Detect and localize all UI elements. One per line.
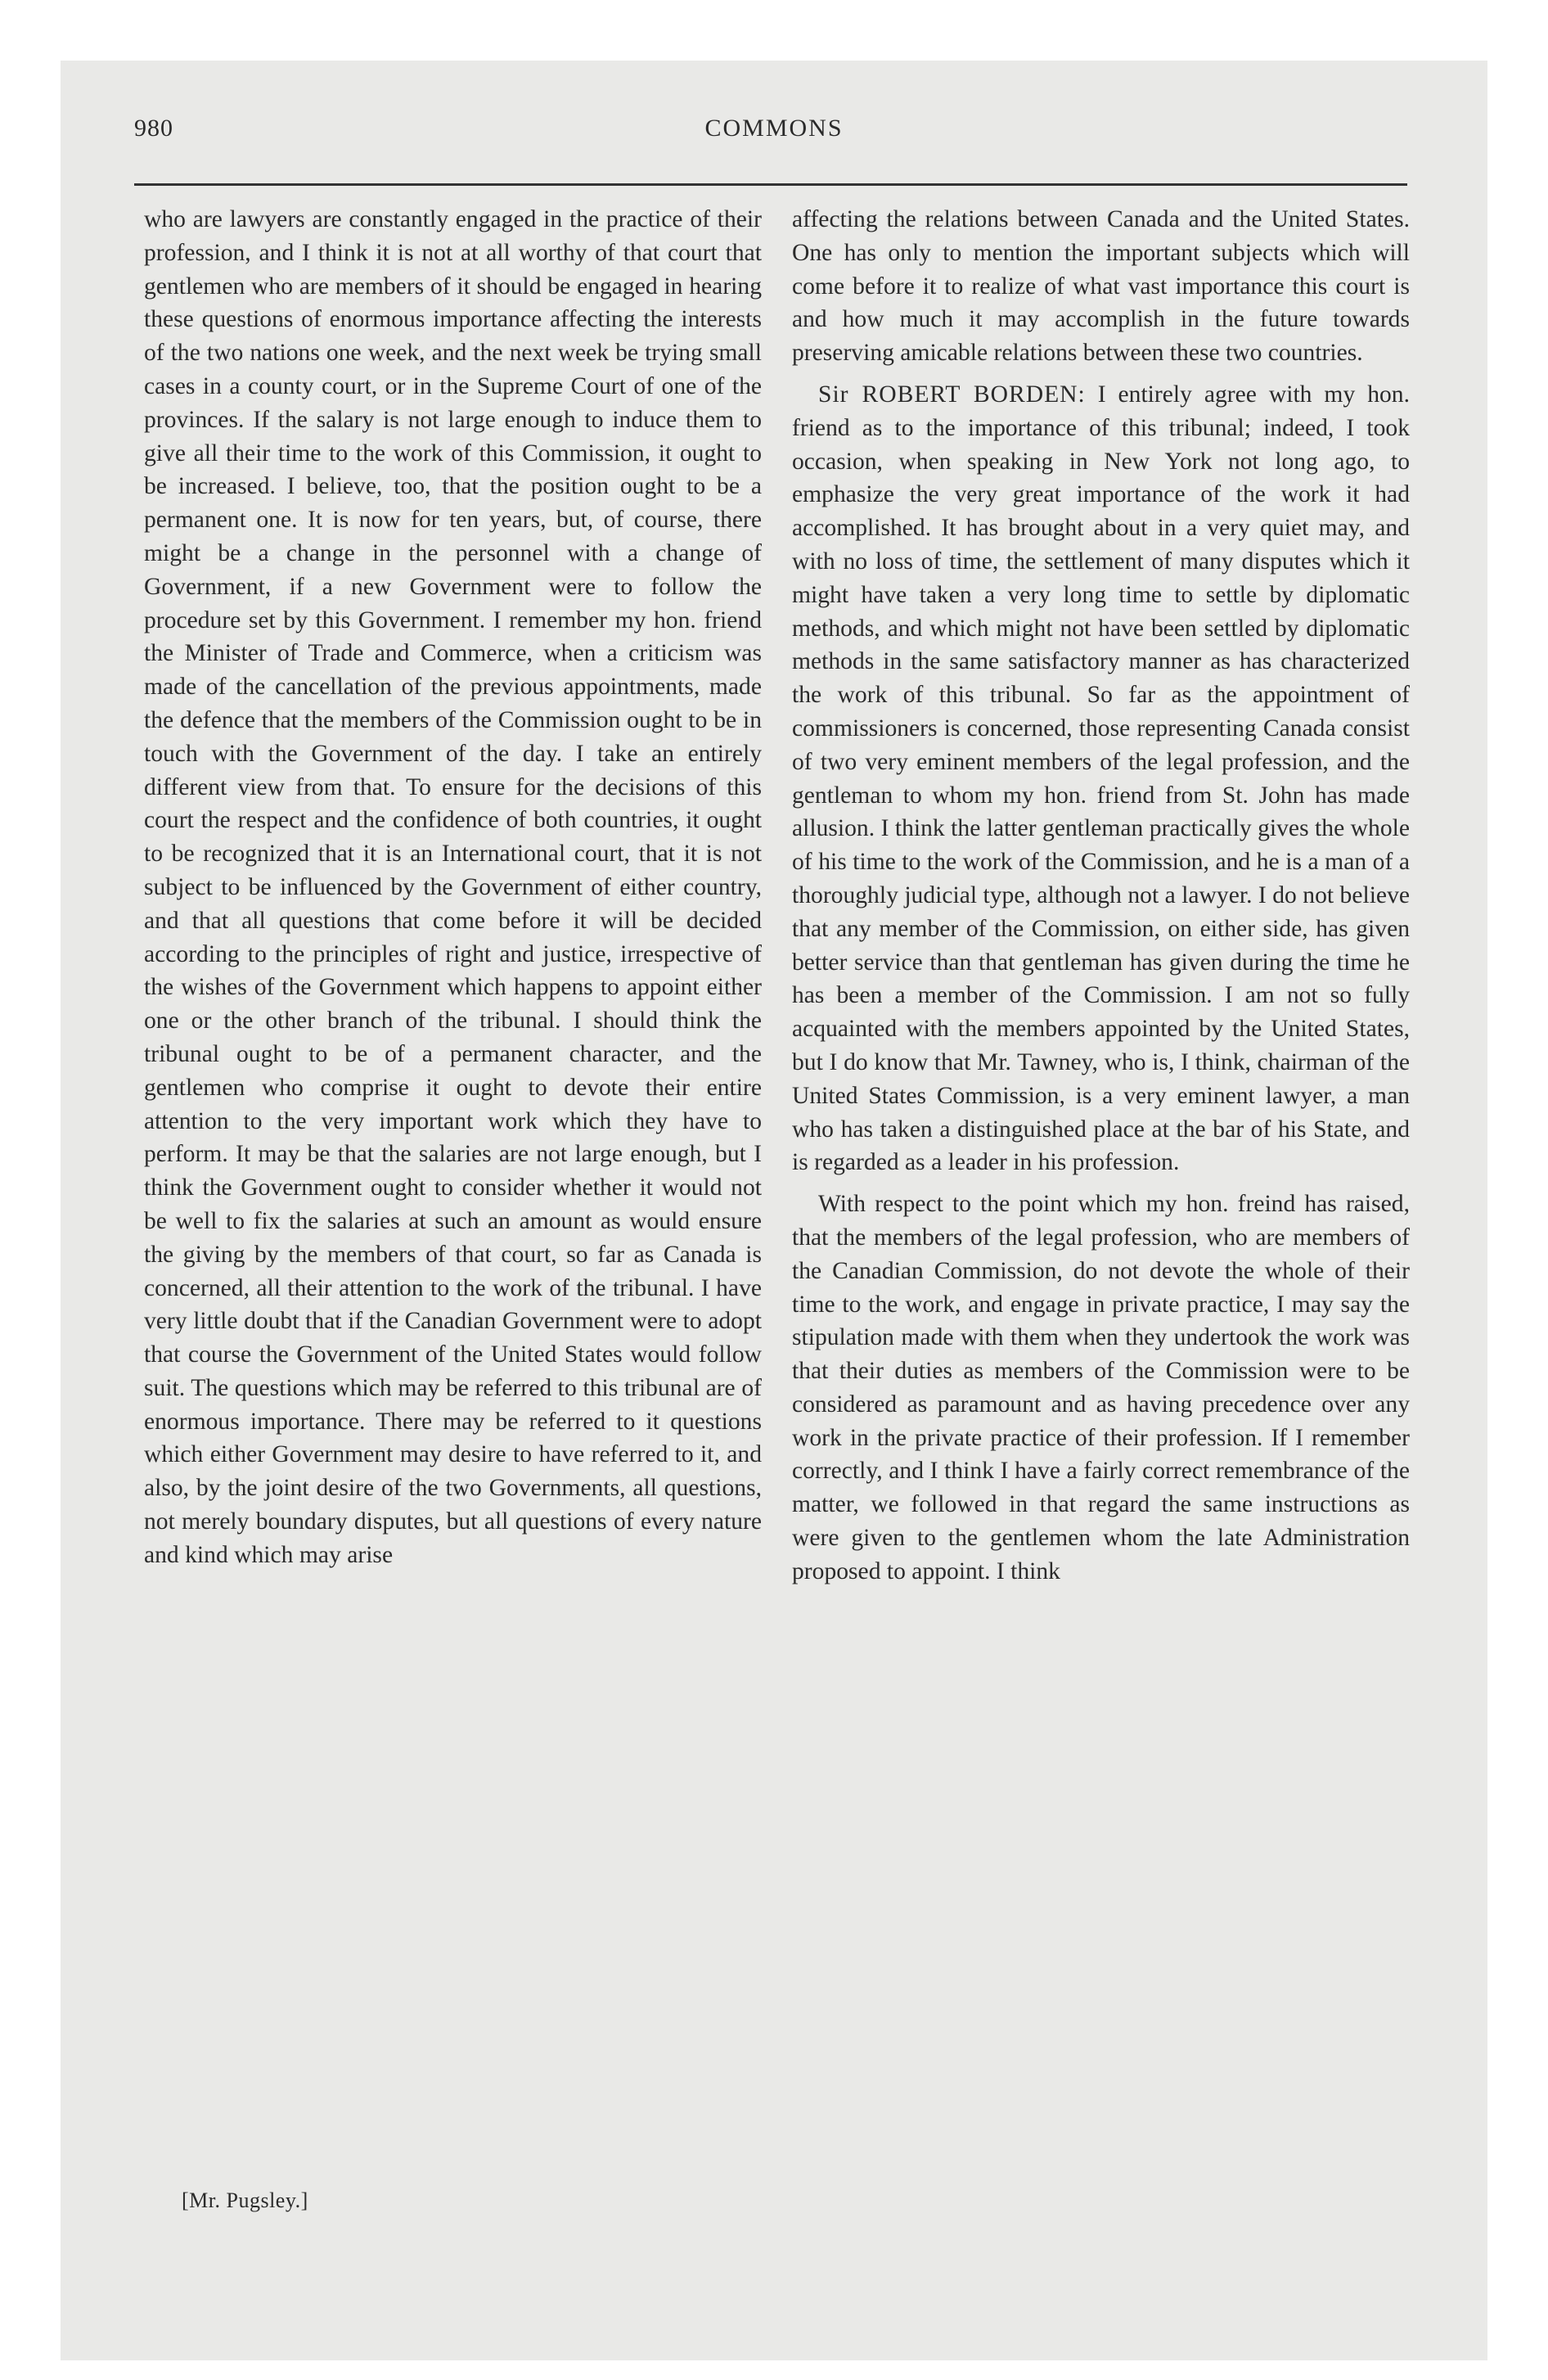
running-head: COMMONS xyxy=(704,115,844,142)
right-column xyxy=(792,203,1410,1589)
speaker-name: Sir ROBERT BORDEN: xyxy=(818,381,1086,408)
page-number: 980 xyxy=(134,115,173,142)
borden-speech-paragraph-2: With respect to the point which my hon. freind has raised, that the members of the legal profession, who are members of the Canadian Commission, do not devote the whole of their time to the work, and engage in private practice, I may say the stipulation made with them when they undertook the work was that their duties as members of the Commission were to be considered as paramount and as having precedence over any work in the private practice of their profession. If I remember correctly, and I think I have a fairly correct remembrance of the matter, we followed in that regard the same instructions as were given to the gentlemen whom the late Administration proposed to appoint. I think xyxy=(792,1191,1410,1584)
borden-speech-paragraph xyxy=(792,378,1410,1179)
left-column xyxy=(144,203,762,1572)
header-rule xyxy=(134,183,1407,186)
right-continuation-paragraph: affecting the relations between Canada and the United States. One has only to mention the important subjects which will come before it to realize of what vast importance this court is and how much it may accomplish in the future towards preserving amicable relations between these two countries. xyxy=(792,206,1410,367)
left-paragraph: who are lawyers are constantly engaged in the practice of their profession, and I think it is not at all worthy of that court that gentlemen who are members of it should be engaged in hearing these questions of enormous importance affecting the interests of the two nations one week, and the next week be trying small cases in a county court, or in the Supreme Court of one of the provinces. If the salary is not large enough to induce them to give all their time to the work of this Commission, it ought to be increased. I believe, too, that the position ought to be a permanent one. It is now for ten years, but, of course, there might be a change in the personnel with a change of Government, if a new Government were to follow the procedure set by this Government. I remember my hon. friend the Minister of Trade and Commerce, when a criticism was made of the cancellation of the previous appointments, made the defence that the members of the Commission ought to be in touch with the Government of the day. I take an entirely different view from that. To ensure for the decisions of this court the respect and the confidence of both countries, it ought to be recognized that it is an International court, that it is not subject to be influenced by the Government of either country, and that all questions that come before it will be decided according to the principles of right and justice, irrespective of the wishes of the Government which happens to appoint either one or the other branch of the tribunal. I should think the tribunal ought to be of a permanent character, and the gentlemen who comprise it ought to devote their entire attention to the very important work which they have to perform. It may be that the salaries are not large enough, but I think the Government ought to consider whether it would not be well to fix the salaries at such an amount as would ensure the giving by the members of that court, so far as Canada is concerned, all their attention to the work of the tribunal. I have very little doubt that if the Canadian Government were to adopt that course the Government of the United States would follow suit. The questions which may be referred to this tribunal are of enormous importance. There may be referred to it questions which either Government may desire to have referred to it, and also, by the joint desire of the two Governments, all questions, not merely boundary disputes, but all questions of every nature and kind which may arise xyxy=(144,206,762,1568)
speaker-footer-note: [Mr. Pugsley.] xyxy=(182,2188,308,2212)
borden-speech-text: I entirely agree with my hon. friend as to the importance of this tribunal; indeed, I took occasion, when speaking in New York not long ago, to emphasize the very great importance of the work it had accomplished. It has brought about in a very quiet may, and with no loss of time, the settlement of many disputes which it might have taken a very long time to settle by diplomatic methods, and which might not have been settled by diplomatic methods in the same satisfactory manner as has characterized the work of this tribunal. So far as the appointment of commissioners is concerned, those representing Canada consist of two very eminent members of the legal profession, and the gentleman to whom my hon. friend from St. John has made allusion. I think the latter gentleman practically gives the whole of his time to the work of the Commission, and he is a man of a thoroughly judicial type, although not a lawyer. I do not believe that any member of the Commission, on either side, has given better service than that gentleman has given during the time he has been a member of the Commission. I am not so fully acquainted with the members appointed by the United States, but I do know that Mr. Tawney, who is, I think, chairman of the United States Commission, is a very eminent lawyer, a man who has taken a distinguished place at the bar of his State, and is regarded as a leader in his profession. xyxy=(792,381,1410,1176)
